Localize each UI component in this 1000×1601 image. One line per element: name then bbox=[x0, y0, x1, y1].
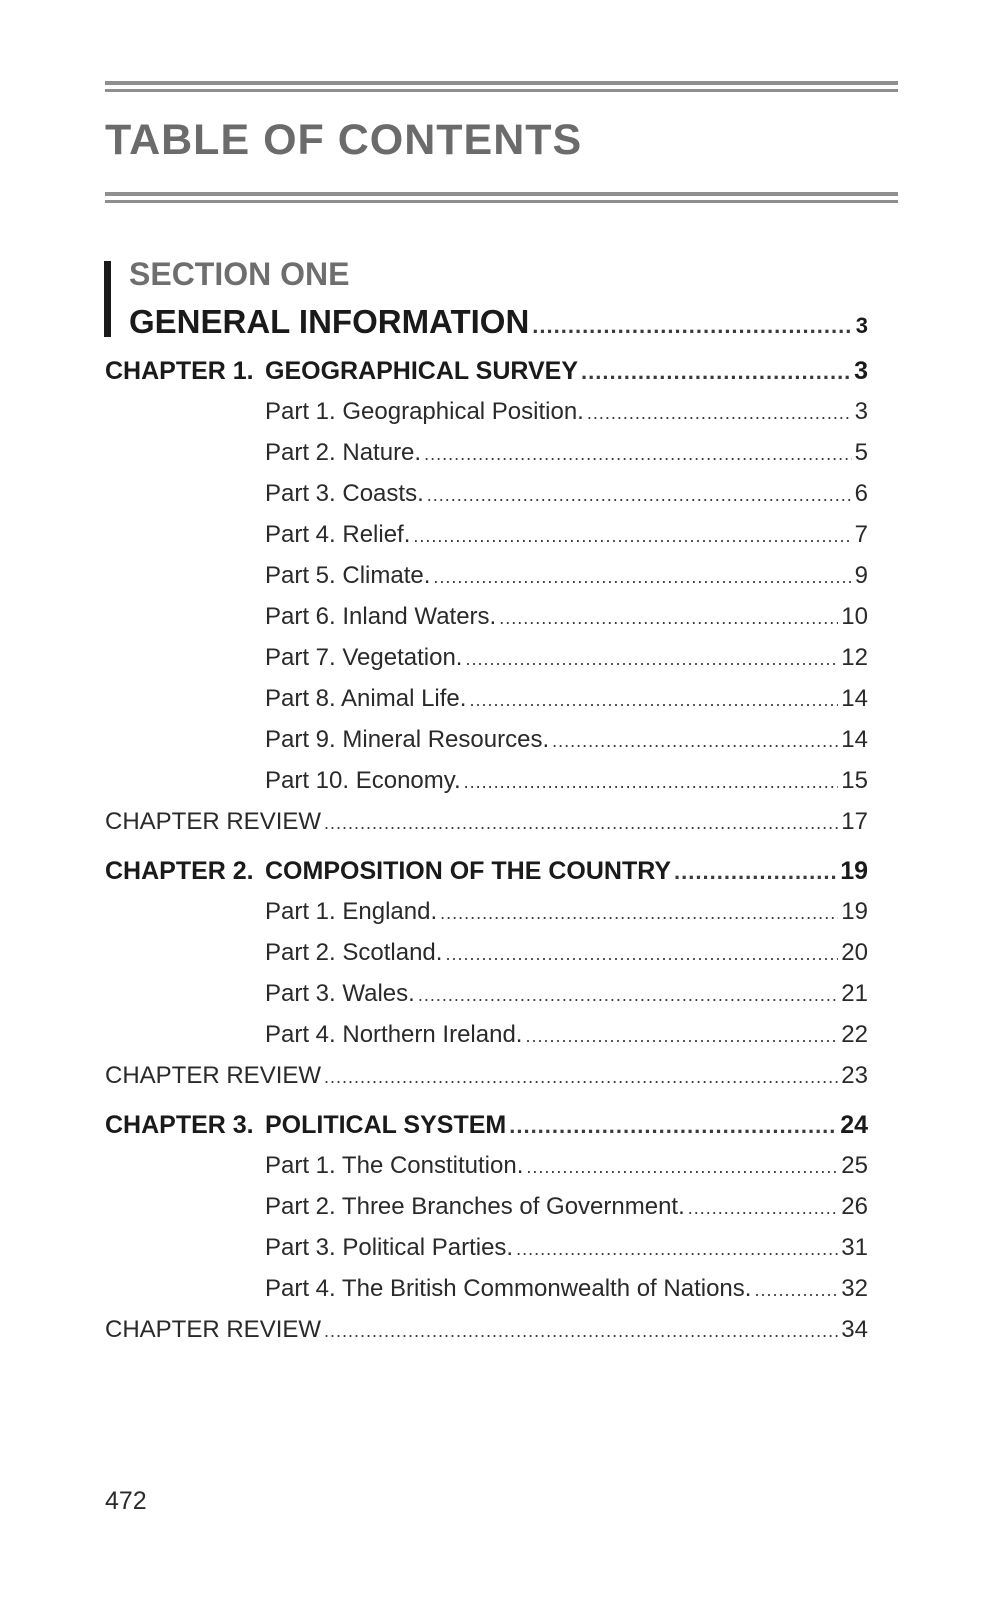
chapter-review-label: CHAPTER REVIEW bbox=[105, 808, 322, 835]
part-entry[interactable] bbox=[265, 644, 868, 672]
dot-leader bbox=[324, 1321, 838, 1342]
chapter-title: COMPOSITION OF THE COUNTRY bbox=[265, 857, 672, 885]
part-entry[interactable] bbox=[265, 603, 868, 631]
dot-leader bbox=[754, 1280, 838, 1301]
part-entry[interactable] bbox=[265, 1193, 868, 1221]
part-entry[interactable] bbox=[265, 1275, 868, 1303]
dot-leader bbox=[469, 690, 838, 711]
part-title: Part 9. Mineral Resources. bbox=[265, 726, 550, 753]
part-page: 9 bbox=[854, 562, 868, 589]
chapter-review-entry[interactable] bbox=[105, 1062, 868, 1090]
part-page: 14 bbox=[841, 685, 868, 712]
part-entry[interactable] bbox=[265, 521, 868, 549]
section-label: SECTION ONE bbox=[129, 256, 350, 292]
title-rule-bottom-thin bbox=[105, 200, 898, 203]
page-title: TABLE OF CONTENTS bbox=[105, 116, 583, 164]
dot-leader bbox=[674, 859, 837, 885]
dot-leader bbox=[440, 903, 838, 924]
chapter-title: POLITICAL SYSTEM bbox=[265, 1111, 507, 1139]
title-rule-bottom bbox=[105, 192, 898, 196]
dot-leader bbox=[499, 608, 838, 629]
chapter-title: GEOGRAPHICAL SURVEY bbox=[265, 357, 579, 385]
dot-leader bbox=[324, 813, 838, 834]
part-title: Part 3. Political Parties. bbox=[265, 1234, 514, 1261]
part-entry[interactable] bbox=[265, 980, 868, 1008]
chapter-number: CHAPTER 1. bbox=[105, 357, 254, 385]
chapter-review-page: 17 bbox=[841, 808, 868, 835]
part-page: 3 bbox=[854, 398, 868, 425]
part-title: Part 5. Climate. bbox=[265, 562, 431, 589]
chapter-entry[interactable] bbox=[265, 357, 868, 386]
dot-leader bbox=[525, 1026, 838, 1047]
dot-leader bbox=[433, 567, 851, 588]
dot-leader bbox=[464, 772, 839, 793]
chapter-review-label: CHAPTER REVIEW bbox=[105, 1062, 322, 1089]
dot-leader bbox=[516, 1239, 838, 1260]
part-title: Part 7. Vegetation. bbox=[265, 644, 463, 671]
part-entry[interactable] bbox=[265, 939, 868, 967]
section-heading-entry[interactable] bbox=[129, 303, 868, 341]
part-title: Part 4. Relief. bbox=[265, 521, 411, 548]
part-page: 14 bbox=[841, 726, 868, 753]
chapter-review-entry[interactable] bbox=[105, 808, 868, 836]
part-page: 12 bbox=[841, 644, 868, 671]
section-marker-bar bbox=[104, 261, 111, 337]
part-title: Part 6. Inland Waters. bbox=[265, 603, 497, 630]
chapter-entry[interactable] bbox=[265, 1111, 868, 1140]
section-page: 3 bbox=[855, 313, 868, 338]
part-title: Part 2. Three Branches of Government. bbox=[265, 1193, 685, 1220]
part-page: 22 bbox=[841, 1021, 868, 1048]
part-page: 10 bbox=[841, 603, 868, 630]
dot-leader bbox=[581, 359, 851, 385]
dot-leader bbox=[465, 649, 838, 670]
dot-leader bbox=[509, 1113, 837, 1139]
page-number: 472 bbox=[105, 1487, 147, 1515]
part-title: Part 1. The Constitution. bbox=[265, 1152, 524, 1179]
part-title: Part 8. Animal Life. bbox=[265, 685, 467, 712]
chapter-review-page: 34 bbox=[841, 1316, 868, 1343]
part-entry[interactable] bbox=[265, 480, 868, 508]
part-page: 15 bbox=[841, 767, 868, 794]
chapter-number: CHAPTER 3. bbox=[105, 1111, 254, 1139]
part-entry[interactable] bbox=[265, 767, 868, 795]
part-title: Part 3. Coasts. bbox=[265, 480, 424, 507]
part-entry[interactable] bbox=[265, 1021, 868, 1049]
dot-leader bbox=[445, 944, 838, 965]
part-title: Part 2. Scotland. bbox=[265, 939, 443, 966]
part-page: 6 bbox=[854, 480, 868, 507]
chapter-entry[interactable] bbox=[265, 857, 868, 886]
chapter-review-page: 23 bbox=[841, 1062, 868, 1089]
title-rule-top bbox=[105, 81, 898, 85]
part-entry[interactable] bbox=[265, 685, 868, 713]
dot-leader bbox=[587, 403, 852, 424]
part-title: Part 1. England. bbox=[265, 898, 438, 925]
part-title: Part 10. Economy. bbox=[265, 767, 461, 794]
part-page: 21 bbox=[841, 980, 868, 1007]
dot-leader bbox=[324, 1067, 838, 1088]
part-page: 26 bbox=[841, 1193, 868, 1220]
dot-leader bbox=[526, 1157, 838, 1178]
part-entry[interactable] bbox=[265, 439, 868, 467]
part-title: Part 4. The British Commonwealth of Nations. bbox=[265, 1275, 752, 1302]
part-title: Part 1. Geographical Position. bbox=[265, 398, 584, 425]
part-page: 25 bbox=[841, 1152, 868, 1179]
chapter-number: CHAPTER 2. bbox=[105, 857, 254, 885]
chapter-review-entry[interactable] bbox=[105, 1316, 868, 1344]
dot-leader bbox=[418, 985, 838, 1006]
part-page: 32 bbox=[841, 1275, 868, 1302]
part-entry[interactable] bbox=[265, 1152, 868, 1180]
section-heading: GENERAL INFORMATION bbox=[129, 303, 530, 340]
chapter-page: 3 bbox=[854, 357, 868, 385]
part-entry[interactable] bbox=[265, 398, 868, 426]
dot-leader bbox=[413, 526, 851, 547]
dot-leader bbox=[424, 444, 852, 465]
chapter-review-label: CHAPTER REVIEW bbox=[105, 1316, 322, 1343]
part-page: 20 bbox=[841, 939, 868, 966]
part-entry[interactable] bbox=[265, 726, 868, 754]
part-page: 31 bbox=[841, 1234, 868, 1261]
part-title: Part 4. Northern Ireland. bbox=[265, 1021, 523, 1048]
title-rule-top-thin bbox=[105, 89, 898, 92]
part-title: Part 3. Wales. bbox=[265, 980, 415, 1007]
part-page: 7 bbox=[854, 521, 868, 548]
part-entry[interactable] bbox=[265, 898, 868, 926]
part-entry[interactable] bbox=[265, 1234, 868, 1262]
dot-leader bbox=[688, 1198, 839, 1219]
dot-leader bbox=[532, 313, 852, 339]
chapter-page: 19 bbox=[840, 857, 868, 885]
chapter-page: 24 bbox=[840, 1111, 868, 1139]
part-title: Part 2. Nature. bbox=[265, 439, 422, 466]
part-entry[interactable] bbox=[265, 562, 868, 590]
part-page: 19 bbox=[841, 898, 868, 925]
dot-leader bbox=[427, 485, 852, 506]
dot-leader bbox=[552, 731, 838, 752]
part-page: 5 bbox=[854, 439, 868, 466]
